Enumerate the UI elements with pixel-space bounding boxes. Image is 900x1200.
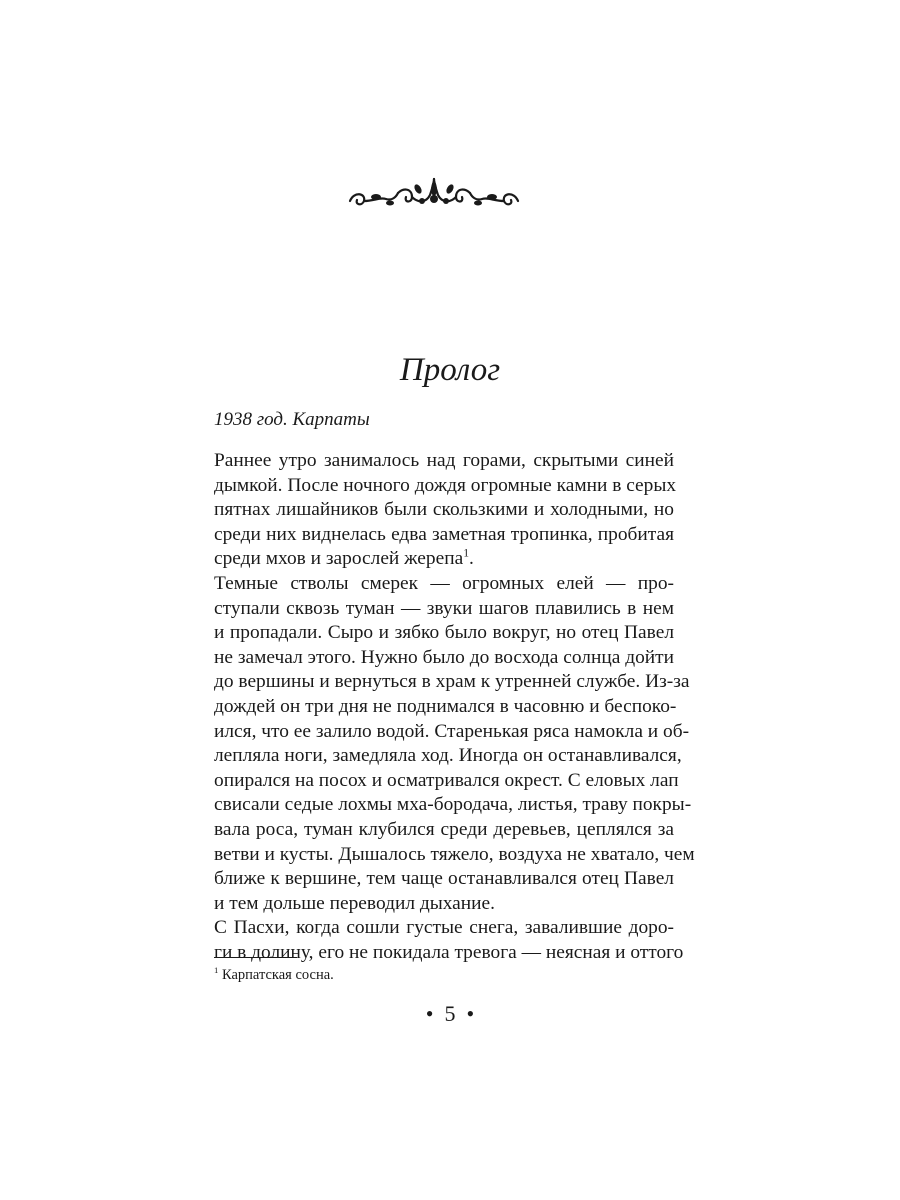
paragraph-1 bbox=[214, 449, 677, 572]
footnote-text: Карпатская сосна. bbox=[221, 967, 334, 983]
page-number bbox=[0, 999, 900, 1029]
text-line bbox=[214, 547, 674, 572]
text-line: вала роса, туман клубился среди деревьев, цеплялся за bbox=[214, 818, 674, 840]
page-number-bullet-left: • bbox=[425, 1001, 434, 1026]
text-line: свисали седые лохмы мха-бородача, листья, траву покры- bbox=[214, 794, 692, 816]
chapter-title: Пролог bbox=[399, 352, 501, 388]
footnote-reference: 1 bbox=[463, 546, 469, 560]
paragraph-3 bbox=[214, 916, 684, 965]
text-line: С Пасхи, когда сошли густые снега, завалившие доро- bbox=[214, 917, 674, 939]
paragraph-2 bbox=[214, 572, 695, 916]
chapter-dateline: 1938 год. Карпаты bbox=[214, 409, 370, 430]
text-line-segment: . bbox=[469, 548, 474, 570]
text-line: ступали сквозь туман — звуки шагов плавились в нем bbox=[214, 597, 674, 619]
page-number-value: 5 bbox=[444, 1001, 456, 1026]
body-text bbox=[214, 449, 695, 965]
text-line: дождей он три дня не поднимался в часовню и беспоко- bbox=[214, 695, 677, 717]
footnote bbox=[214, 965, 334, 985]
text-line: среди них виднелась едва заметная тропинка, пробитая bbox=[214, 523, 674, 545]
text-line: Раннее утро занималось над горами, скрытыми синей bbox=[214, 450, 674, 471]
text-line: опирался на посох и осматривался окрест. С еловых лап bbox=[214, 769, 679, 791]
text-line: дымкой. После ночного дождя огромные камни в серых bbox=[214, 474, 677, 496]
text-line-segment: среди мхов и зарослей жерепа bbox=[214, 548, 464, 570]
text-line: ги в долину, его не покидала тревога — неясная и оттого bbox=[214, 941, 684, 963]
text-line: и пропадали. Сыро и зябко было вокруг, но отец Павел bbox=[214, 622, 674, 644]
footnote-divider bbox=[214, 957, 297, 958]
text-line: и тем дольше переводил дыхание. bbox=[214, 892, 495, 914]
text-line: ился, что ее залило водой. Старенькая ряса намокла и об- bbox=[214, 720, 690, 742]
text-line: ветви и кусты. Дышалось тяжело, воздуха не хватало, чем bbox=[214, 843, 695, 865]
text-line: до вершины и вернуться в храм к утренней службе. Из-за bbox=[214, 671, 690, 693]
text-line: не замечал этого. Нужно было до восхода солнца дойти bbox=[214, 646, 674, 668]
text-line: лепляла ноги, замедляла ход. Иногда он останавливался, bbox=[214, 745, 682, 767]
page-number-bullet-right: • bbox=[466, 1001, 475, 1026]
text-line: Темные стволы смерек — огромных елей — про- bbox=[214, 572, 674, 594]
text-line: пятнах лишайников были скользкими и холодными, но bbox=[214, 499, 674, 521]
text-line: ближе к вершине, тем чаще останавливался отец Павел bbox=[214, 868, 674, 890]
floral-vignette-icon bbox=[346, 175, 522, 213]
footnote-marker: 1 bbox=[214, 965, 219, 976]
